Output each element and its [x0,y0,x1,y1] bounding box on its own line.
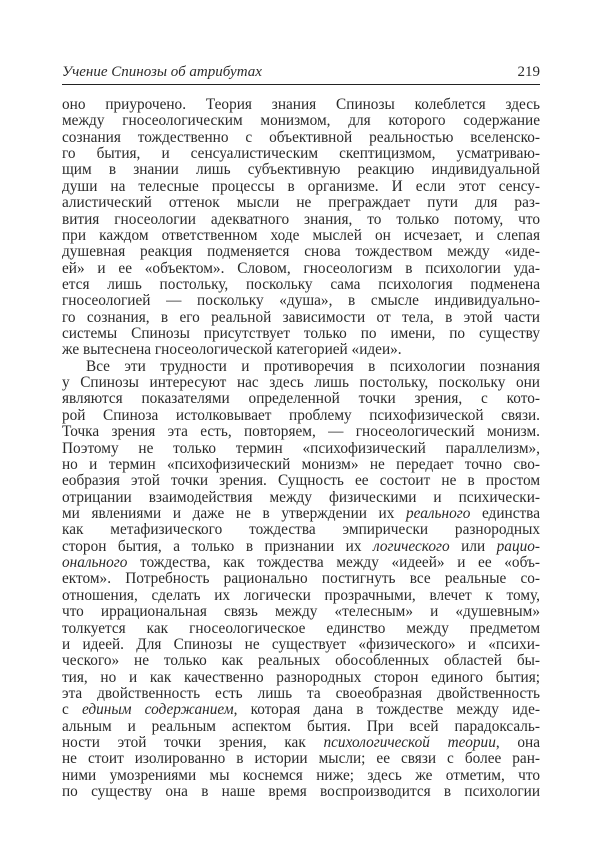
emphasis-text: онального [62,554,128,572]
text-line [62,506,540,522]
text-line [62,571,540,587]
text-line [62,686,540,702]
text-line [62,342,540,358]
text-segment: души на телесные процессы в организме. И если этот сенсу- [62,177,540,195]
emphasis-text: единым содержанием [81,701,234,719]
text-line [62,621,540,637]
text-segment: душевная реакция подменяется снова тождеством между «иде- [62,243,540,261]
text-line [62,113,540,129]
text-line [62,212,540,228]
text-line [62,768,540,784]
text-segment: го сознания, в его реальной зависимости от тела, в этой части [62,308,540,326]
text-segment: и идеей. Для Спинозы не существует «физического» и «психи- [62,635,540,653]
text-line [62,293,540,309]
text-segment: с [62,701,82,719]
text-segment: Поэтому не только термин «психофизический параллелизм», [62,439,540,457]
text-line [62,310,540,326]
text-line [62,179,540,195]
text-line [62,588,540,604]
text-segment: , которая дана в тождестве между иде- [233,701,540,719]
text-segment: альным и реальным аспектом бытия. При всей парадоксаль- [62,717,540,735]
emphasis-text: логического [373,537,450,555]
text-segment: вития гносеологии адекватного знания, то только потому, что [62,210,540,228]
text-segment: , она [495,734,541,752]
text-segment: между гносеологическим монизмом, для которого содержание [62,112,540,130]
text-line [62,441,540,457]
text-segment: ними умозрениями мы коснемся ниже; здесь же отметим, что [62,766,540,784]
text-line [62,228,540,244]
text-segment: Точка зрения эта есть, повторяем, — гносеологический монизм. [62,423,540,441]
text-line [62,408,540,424]
text-line [62,751,540,767]
text-segment: у Спинозы интересуют нас здесь лишь постольку, поскольку они [62,374,540,392]
text-segment: го бытия, и сенсуалистическим скептицизмом, усматриваю- [62,145,540,163]
text-segment: еобразия этой точки зрения. Сущность ее состоит не в простом [62,472,540,490]
text-segment: ми явлениями и даже не в утверждении их [62,504,406,522]
text-line [62,719,540,735]
emphasis-text: психологической теории [323,734,496,752]
text-line [62,195,540,211]
text-line [62,539,540,555]
text-segment: ется лишь постольку, поскольку сама психология подменена [62,275,540,293]
text-segment: ектом». Потребность рационально постигнуть все реальные со- [62,570,540,588]
text-segment: сознания тождественно с объективной реальностью вселенско- [62,128,540,146]
text-line [62,375,540,391]
body-text [62,97,540,800]
text-segment: отношения, сделать их логически прозрачными, влечет к тому, [62,586,540,604]
text-segment: но и термин «психофизический монизм» не передает точно сво- [62,455,540,473]
text-line [62,146,540,162]
text-line [62,261,540,277]
text-segment: являются показателями определенной точки зрения, с кото- [62,390,540,408]
text-line [62,359,540,375]
text-line [62,162,540,178]
text-segment: гносеологией — поскольку «душа», в смысле индивидуально- [62,292,540,310]
page-number: 219 [517,64,540,80]
text-segment: ей» и ее «объектом». Словом, гносеологизм в психологии уда- [62,259,540,277]
text-line [62,653,540,669]
text-segment: же вытеснена гносеологической категорией «идеи». [62,341,402,359]
text-segment: Все эти трудности и противоречия в психологии познания [86,357,540,375]
text-segment: тия, но и как качественно разнородных сторон единого бытия; [62,668,540,686]
text-line [62,490,540,506]
text-line [62,670,540,686]
text-line [62,555,540,571]
text-segment: щим в знании лишь субъективную реакцию индивидуальной [62,161,540,179]
text-line [62,784,540,800]
running-header [62,62,540,85]
text-segment: алистический оттенок мысли не преграждает пути для раз- [62,194,540,212]
text-segment: эта двойственность есть лишь та своеобразная двойственность [62,684,540,702]
text-line [62,473,540,489]
emphasis-text: реального [405,504,471,522]
text-line [62,522,540,538]
text-line [62,637,540,653]
text-line [62,424,540,440]
text-segment: ческого» не только как реальных обособленных областей бы- [62,652,540,670]
text-line [62,244,540,260]
text-segment: системы Спинозы присутствует только по имени, по существу [62,325,540,343]
text-segment: не стоит изолированно в истории мысли; ее связи с более ран- [62,750,540,768]
running-title: Учение Спинозы об атрибутах [62,64,262,80]
text-segment: при каждом ответственном ходе мыслей он исчезает, и слепая [62,226,540,244]
text-line [62,97,540,113]
text-line [62,457,540,473]
text-segment: или [449,537,497,555]
text-segment: тождества, как тождества между «идеей» и ее «объ- [127,554,540,572]
text-segment: отрицании взаимодействия между физическими и психически- [62,488,540,506]
text-segment: ности этой точки зрения, как [62,734,324,752]
text-line [62,391,540,407]
text-segment: что иррациональная связь между «телесным» и «душевным» [62,603,540,621]
text-line [62,702,540,718]
text-segment: оно приурочено. Теория знания Спинозы колеблется здесь [62,96,540,113]
text-segment: единства [470,504,540,522]
text-line [62,130,540,146]
text-segment: как метафизического тождества эмпирически разнородных [62,521,540,539]
text-line [62,735,540,751]
text-line [62,277,540,293]
text-segment: рой Спиноза истолковывает проблему психофизической связи. [62,406,540,424]
text-segment: по существу она в наше время воспроизводится в психологии [62,783,540,801]
text-segment: сторон бытия, а только в признании их [62,537,373,555]
emphasis-text: рацио- [496,537,540,555]
text-line [62,326,540,342]
text-line [62,604,540,620]
text-segment: толкуется как гносеологическое единство между предметом [62,619,540,637]
